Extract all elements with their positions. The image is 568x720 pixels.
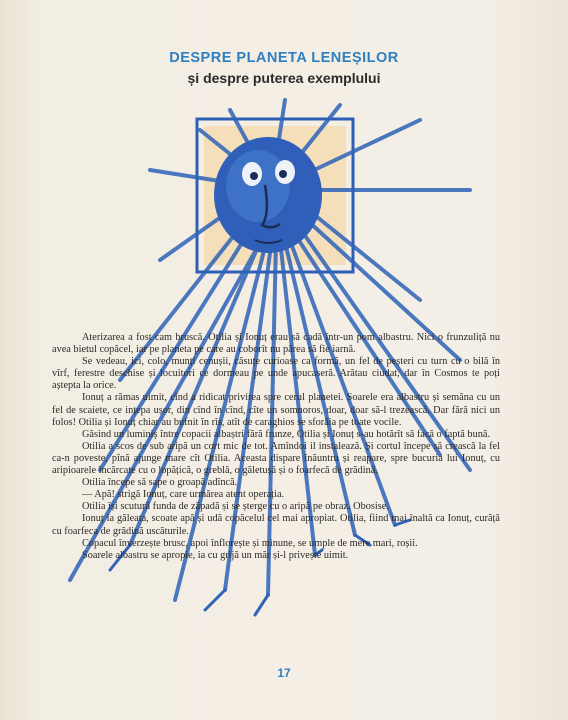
chapter-title: DESPRE PLANETA LENEȘILOR [169, 50, 399, 66]
paragraph: Otilia a scos de sub aripă un cort mic de tot. Amîndoi il instalează. Și cortul începe să crească la fel ca-n poveste, pînă ajunge mare cît Otilia. Aceasta dispare înăuntru și reapare, spre bucuria lui Ionuț, cu aripioarele încărcate cu o lopățică, o greblă, o găletușă și o foarfecă de grădină. [52, 440, 500, 477]
story-text [52, 332, 500, 562]
paragraph: Otilia începe să sape o groapă adîncă. [82, 477, 238, 489]
paragraph: Ionuț ia găleata, scoate apă și udă copăcelul cel mai apropiat. Otilia, fiind mai înaltă ca Ionuț, curăță cu foarfeca de grădină uscăturile. [52, 513, 500, 537]
paragraph: Aterizarea a fost cam bruscă. Otilia și Ionuț erau să cadă într-un pom albastru. Nici o frunzuliță nu avea bietul copăcel, iar pe planeta pe care au coborît nu părea să fie iarnă. [52, 332, 500, 356]
paragraph: Otilia își scutură funda de zăpadă și se șterge cu o aripă pe obraz. Obosise. [82, 501, 389, 513]
paragraph: Soarele albastru se apropie, ia cu grijă un măr și-l privește uimit. [82, 549, 349, 561]
paragraph: Se vedeau, ici, colo, munți cenușii, căsuțe curioase ca formă, un fel de peșteri cu turn cu o bilă în vîrf, ferestre deschise și locuitori ce dormeau pe unde apucaseră. Arătau ciudat, dar în Cosmos te poți aștepta la orice. [52, 356, 500, 392]
sun-face [214, 137, 322, 253]
paragraph: Ionuț a rămas uimit, cînd a ridicat privirea spre cerul planetei. Soarele era albastru și semăna cu un fel de scaiete, ce ințepa ușor, din cînd în cînd, cîte un somnoros, doar, doar să-l trezească. Dar fără nici un folos! Otilia și Ionuț chiar au bufnit în rîs, atît de caraghios se sforăia pe toate vocile. [52, 392, 500, 428]
paragraph: Copacul înverzește brusc, apoi înflorește și minune, se umple de mere mari, roșii. [82, 537, 418, 549]
paragraph: Găsind un luminiș între copacii albaștri fără frunze, Otilia și Ionuț s-au hotărît să facă o faptă bună. [82, 428, 491, 440]
paragraph: — Apă! strigă Ionuț, care urmărea atent operația. [82, 489, 285, 501]
chapter-subtitle: și despre puterea exemplului [187, 70, 381, 86]
page-number: 17 [277, 666, 291, 680]
